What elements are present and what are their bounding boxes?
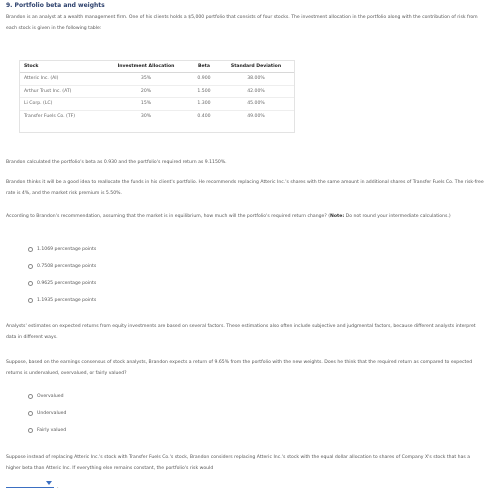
radio-button[interactable] [28, 247, 33, 252]
question1-text [6, 212, 484, 223]
reallocate-paragraph: Brandon thinks it will be a good idea to reallocate the funds in his client's portfolio. He recommends replacing Atteric Inc.'s shares with the same amount in additional shares of Transfer Fuels Co. The risk-free rate is 4%, and the market risk premium is 5.50%. [6, 180, 484, 196]
cell-beta: 1.300 [190, 98, 218, 111]
chevron-down-icon [46, 481, 52, 485]
cell-std-dev: 42.00% [218, 85, 294, 98]
cell-stock: Transfer Fuels Co. (TF) [24, 113, 76, 119]
cell-std-dev: 49.00% [247, 113, 265, 119]
q1-option[interactable] [28, 264, 96, 269]
radio-button[interactable] [28, 264, 33, 269]
cell-std-dev: 38.00% [218, 73, 294, 86]
cell-allocation: 35% [102, 73, 190, 86]
q2-option-label: Fairly valued [37, 428, 67, 433]
q1-option-label: 1.1935 percentage points [37, 298, 97, 303]
intro-paragraph: Brandon is an analyst at a wealth management firm. One of his clients holds a $5,000 portfolio that consists of four stocks. The investment allocation in the portfolio along with the contribution of risk from each stock is given in the following table: [6, 15, 478, 31]
question-title: 9. Portfolio beta and weights [6, 2, 105, 9]
question3-text: Suppose instead of replacing Atteric Inc.'s stock with Transfer Fuels Co.'s stock, Brandon considers replacing Atteric Inc.'s stock with the equal dollar allocation to shares of Company X's stock that has a higher beta than Atteric Inc. If everything else remains constant, the portfolio's risk would [6, 455, 471, 471]
cell-allocation: 20% [102, 85, 190, 98]
q2-option-label: Overvalued [37, 394, 64, 399]
q3-answer-dropdown[interactable] [6, 479, 54, 488]
cell-stock: Li Corp. (LC) [20, 98, 102, 111]
radio-button[interactable] [28, 411, 33, 416]
beta-paragraph: Brandon calculated the portfolio's beta as 0.930 and the portfolio's required return as 9.1150%. [6, 160, 227, 165]
table-row [20, 85, 294, 98]
q2-option[interactable] [28, 411, 66, 416]
cell-beta: 0.900 [190, 73, 218, 86]
cell-beta: 1.500 [190, 85, 218, 98]
cell-allocation: 30% [140, 113, 152, 119]
question1-text-note: Do not round your intermediate calculations.) [344, 214, 451, 219]
q1-option-label: 0.7508 percentage points [37, 264, 97, 269]
q2-option[interactable] [28, 428, 66, 433]
q2-option-label: Undervalued [37, 411, 67, 416]
question1-text-main: According to Brandon's recommendation, assuming that the market is in equilibrium, how much will the portfolio's required return change? ( [6, 214, 331, 219]
cell-stock: Arthur Trust Inc. (AT) [20, 85, 102, 98]
radio-button[interactable] [28, 298, 33, 303]
header-allocation: Investment Allocation [102, 61, 190, 73]
table-row [20, 98, 294, 111]
header-stock: Stock [20, 61, 102, 73]
q1-option[interactable] [28, 298, 96, 303]
cell-std-dev: 45.00% [218, 98, 294, 111]
table-header-row [20, 61, 294, 73]
question2-text: Suppose, based on the earnings consensus of stock analysts, Brandon expects a return of 9.65% from the portfolio with the new weights. Does he think that the required return as compared to expected returns is undervalued, overvalued, or fairly valued? [6, 360, 473, 376]
radio-button[interactable] [28, 394, 33, 399]
radio-button[interactable] [28, 281, 33, 286]
table-row [20, 110, 294, 122]
cell-beta: 0.400 [197, 113, 211, 119]
allocation-table-container [19, 60, 295, 133]
q1-option-label: 0.9625 percentage points [37, 281, 97, 286]
allocation-table [20, 61, 294, 122]
header-std-dev: Standard Deviation [218, 61, 294, 73]
q1-option[interactable] [28, 281, 96, 286]
cell-allocation: 15% [102, 98, 190, 111]
cell-stock: Atteric Inc. (AI) [20, 73, 102, 86]
table-row [20, 73, 294, 86]
q2-option[interactable] [28, 394, 64, 399]
q1-option[interactable] [28, 247, 96, 252]
dropdown-trailing-period: . [57, 484, 59, 490]
header-beta: Beta [190, 61, 218, 73]
q1-option-label: 1.1069 percentage points [37, 247, 97, 252]
radio-button[interactable] [28, 428, 33, 433]
analysts-paragraph: Analysts' estimates on expected returns from equity investments are based on several factors. These estimations also often include subjective and judgmental factors, because different analysts interpret data in different ways. [6, 324, 476, 340]
question1-note-label: Note: [330, 214, 345, 219]
